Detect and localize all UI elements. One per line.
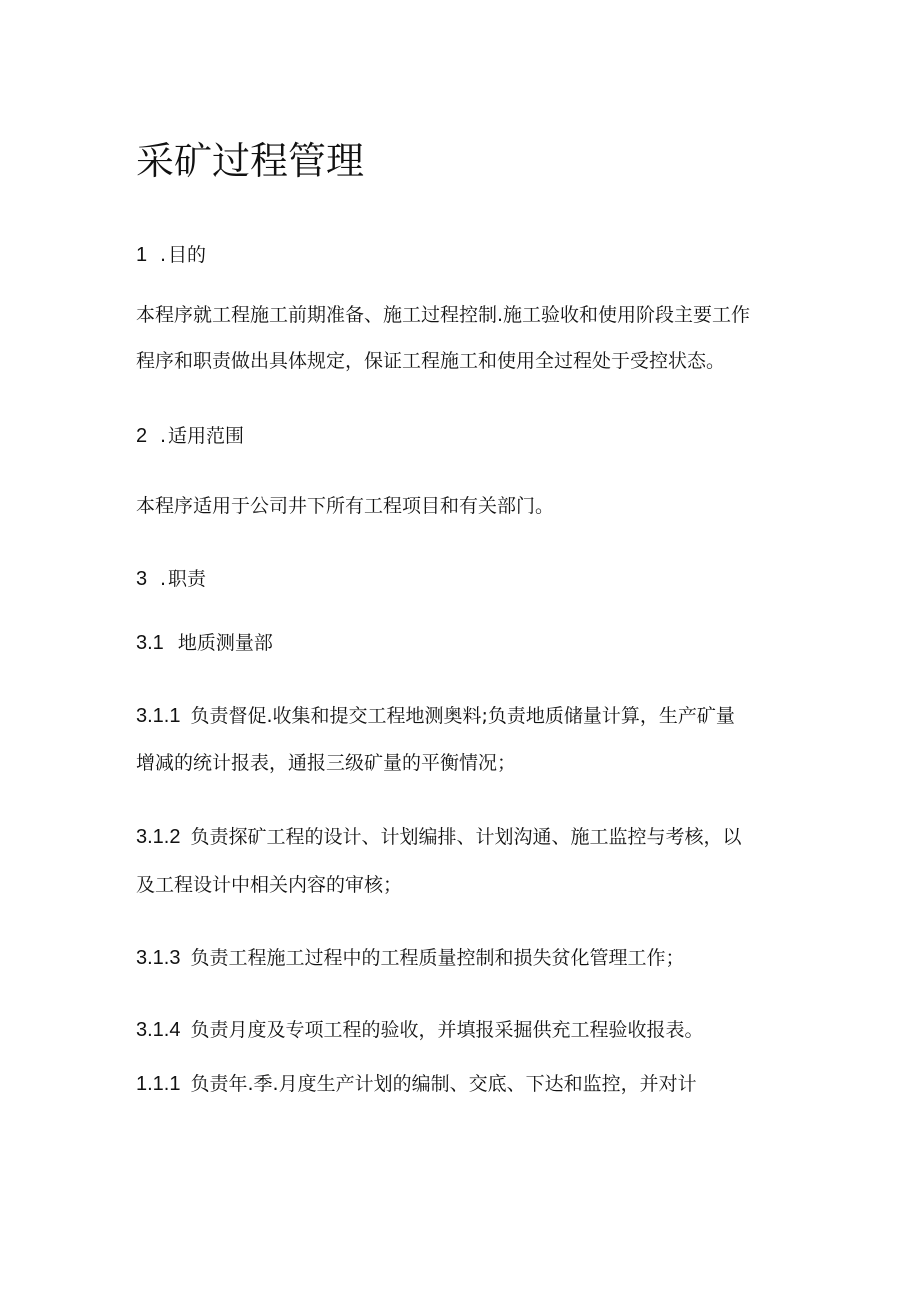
section-number: 1 bbox=[136, 244, 148, 266]
section-label: 职责 bbox=[168, 568, 207, 590]
clause-3-1-2 bbox=[136, 827, 742, 847]
clause-3-1-1 bbox=[136, 706, 735, 726]
clause-number: 3.1.1 bbox=[136, 705, 181, 727]
section-dot: . bbox=[160, 425, 167, 447]
clause-text: 负责探矿工程的设计、计划编排、计划沟通、施工监控与考核，以 bbox=[190, 826, 742, 848]
paragraph-line: 程序和职责做出具体规定，保证工程施工和使用全过程处于受控状态。 bbox=[136, 350, 726, 372]
clause-text: 负责督促.收集和提交工程地测奥料;负责地质储量计算，生产矿量 bbox=[190, 705, 735, 727]
section-dot: . bbox=[160, 568, 167, 590]
clause-continuation: 增减的统计报表，通报三级矿量的平衡情况； bbox=[136, 752, 517, 774]
clause-text: 负责月度及专项工程的验收，并填报采掘供充工程验收报表。 bbox=[190, 1019, 704, 1041]
clause-3-1-4 bbox=[136, 1020, 704, 1040]
section-heading-2 bbox=[136, 426, 244, 446]
section-label: 目的 bbox=[168, 244, 207, 266]
section-number: 2 bbox=[136, 425, 148, 447]
section-heading-1 bbox=[136, 245, 206, 265]
clause-text: 负责工程施工过程中的工程质量控制和损失贫化管理工作； bbox=[190, 947, 685, 969]
paragraph-line: 本程序适用于公司井下所有工程项目和有关部门。 bbox=[136, 495, 555, 517]
document-title: 采矿过程管理 bbox=[136, 139, 365, 183]
clause-number: 1.1.1 bbox=[136, 1073, 181, 1095]
subsection-heading-3-1 bbox=[136, 633, 273, 653]
paragraph-line: 本程序就工程施工前期准备、施工过程控制.施工验收和使用阶段主要工作 bbox=[136, 304, 751, 326]
section-label: 适用范围 bbox=[168, 425, 245, 447]
clause-number: 3.1.3 bbox=[136, 947, 181, 969]
clause-3-1-3 bbox=[136, 948, 685, 968]
subsection-number: 3.1 bbox=[136, 632, 164, 654]
section-number: 3 bbox=[136, 568, 148, 590]
clause-number: 3.1.2 bbox=[136, 826, 181, 848]
subsection-label: 地质测量部 bbox=[177, 632, 273, 654]
clause-1-1-1 bbox=[136, 1074, 697, 1094]
section-heading-3 bbox=[136, 569, 206, 589]
clause-number: 3.1.4 bbox=[136, 1019, 181, 1041]
section-dot: . bbox=[160, 244, 167, 266]
clause-text: 负责年.季.月度生产计划的编制、交底、下达和监控，并对计 bbox=[190, 1073, 697, 1095]
clause-continuation: 及工程设计中相关内容的审核； bbox=[136, 874, 403, 896]
